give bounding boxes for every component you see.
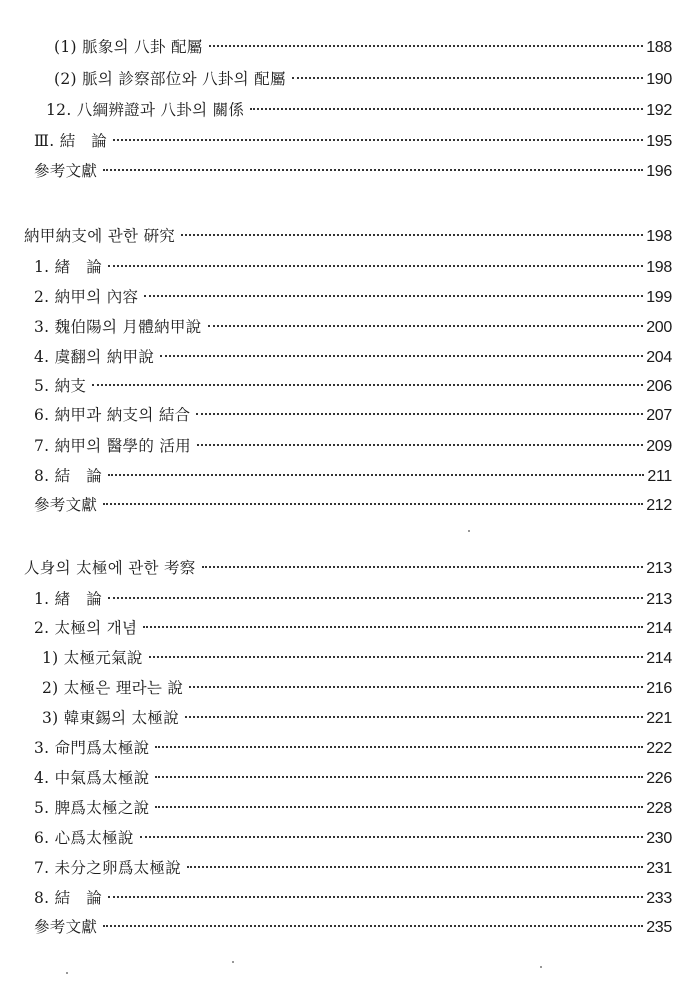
dot-leader: [113, 139, 643, 141]
toc-entry: [34, 435, 672, 457]
toc-entry: [54, 36, 672, 58]
toc-section-heading: [24, 557, 672, 579]
toc-entry-title: 1. 緖 論: [34, 258, 103, 276]
toc-entry-page: 207: [646, 407, 672, 424]
dot-leader: [103, 925, 643, 927]
scan-speck: [468, 530, 470, 532]
toc-entry-page: 228: [646, 800, 672, 817]
dot-leader: [187, 866, 643, 868]
toc-entry: [34, 916, 672, 938]
toc-entry-page: 213: [646, 591, 672, 608]
dot-leader: [202, 566, 644, 568]
toc-entry-page: 212: [646, 497, 672, 514]
toc-entry-title: 4. 中氣爲太極說: [34, 769, 150, 787]
toc-entry-title: 5. 脾爲太極之說: [34, 799, 150, 817]
toc-entry-title: 7. 未分之卵爲太極說: [34, 859, 182, 877]
dot-leader: [155, 746, 643, 748]
toc-entry-page: 214: [646, 650, 672, 667]
toc-entry: [34, 346, 672, 368]
scan-speck: [540, 966, 542, 968]
scan-speck: [232, 961, 234, 963]
toc-entry-page: 211: [647, 468, 672, 485]
toc-section-heading: [24, 225, 672, 247]
toc-entry: [34, 857, 672, 879]
toc-entry-title: 參考文獻: [34, 918, 98, 936]
toc-entry-title: 3. 命門爲太極說: [34, 739, 150, 757]
dot-leader: [208, 325, 644, 327]
dot-leader: [197, 444, 643, 446]
toc-entry: [34, 617, 672, 639]
toc-entry-page: 216: [646, 680, 672, 697]
dot-leader: [108, 265, 643, 267]
toc-entry-title: 7. 納甲의 醫學的 活用: [34, 437, 191, 455]
dot-leader: [155, 806, 643, 808]
toc-entry-page: 199: [646, 289, 672, 306]
toc-entry: [34, 767, 672, 789]
toc-entry-title: 2. 納甲의 內容: [34, 288, 139, 306]
toc-entry-title: 參考文獻: [34, 162, 98, 180]
toc-entry-page: 235: [646, 919, 672, 936]
toc-entry-title: 2) 太極은 理라는 說: [42, 679, 184, 697]
toc-entry: [34, 286, 672, 308]
toc-entry-page: 196: [646, 163, 672, 180]
toc-entry-title: 1. 緖 論: [34, 590, 103, 608]
dot-leader: [103, 169, 643, 171]
toc-entry-title: 5. 納支: [34, 377, 87, 395]
toc-entry-page: 213: [646, 560, 672, 577]
toc-entry: [34, 737, 672, 759]
toc-entry-title: 1) 太極元氣說: [42, 649, 143, 667]
toc-entry: [42, 677, 672, 699]
toc-entry: [34, 316, 672, 338]
dot-leader: [181, 234, 643, 236]
toc-entry: [34, 130, 672, 152]
dot-leader: [155, 776, 643, 778]
dot-leader: [196, 413, 643, 415]
toc-entry-title: 3) 韓東錫의 太極說: [42, 709, 180, 727]
toc-entry-page: 226: [646, 770, 672, 787]
toc-entry-page: 190: [646, 71, 672, 88]
toc-entry: [54, 68, 672, 90]
toc-entry-page: 214: [646, 620, 672, 637]
toc-entry: [34, 827, 672, 849]
toc-entry-page: 233: [646, 890, 672, 907]
toc-entry: [34, 465, 672, 487]
toc-entry-page: 195: [646, 133, 672, 150]
dot-leader: [108, 896, 643, 898]
dot-leader: [189, 686, 643, 688]
toc-entry-page: 209: [646, 438, 672, 455]
toc-entry-title: 人身의 太極에 관한 考察: [24, 559, 196, 577]
toc-entry-page: 222: [646, 740, 672, 757]
toc-entry: [34, 887, 672, 909]
dot-leader: [185, 716, 643, 718]
dot-leader: [92, 384, 643, 386]
toc-entry-page: 192: [646, 102, 672, 119]
toc-entry-title: 6. 納甲과 納支의 結合: [34, 406, 191, 424]
toc-entry-title: Ⅲ. 結 論: [34, 132, 108, 150]
toc-entry-title: 12. 八綱辨證과 八卦의 關係: [46, 101, 245, 119]
toc-entry: [34, 404, 672, 426]
toc-entry-page: 206: [646, 378, 672, 395]
toc-entry-title: 8. 結 論: [34, 467, 103, 485]
dot-leader: [140, 836, 644, 838]
toc-entry-title: (2) 脈의 診察部位와 八卦의 配屬: [54, 70, 286, 88]
toc-entry: [46, 99, 672, 121]
toc-entry: [34, 588, 672, 610]
toc-entry-title: 8. 結 論: [34, 889, 103, 907]
toc-entry-page: 198: [646, 228, 672, 245]
toc-entry-title: 6. 心爲太極說: [34, 829, 134, 847]
dot-leader: [108, 597, 643, 599]
toc-entry: [34, 160, 672, 182]
toc-entry-page: 188: [646, 39, 672, 56]
toc-entry-title: 納甲納支에 관한 硏究: [24, 227, 176, 245]
dot-leader: [108, 474, 644, 476]
dot-leader: [160, 355, 643, 357]
toc-entry: [34, 375, 672, 397]
toc-entry-page: 231: [646, 860, 672, 877]
toc-entry: [34, 494, 672, 516]
dot-leader: [143, 626, 643, 628]
toc-entry-page: 230: [646, 830, 672, 847]
dot-leader: [292, 77, 643, 79]
toc-entry: [42, 647, 672, 669]
toc-entry-title: (1) 脈象의 八卦 配屬: [54, 38, 203, 56]
dot-leader: [250, 108, 643, 110]
toc-entry-page: 198: [646, 259, 672, 276]
dot-leader: [149, 656, 643, 658]
toc-entry-page: 200: [646, 319, 672, 336]
toc-entry-title: 3. 魏伯陽의 月體納甲說: [34, 318, 202, 336]
dot-leader: [209, 45, 644, 47]
dot-leader: [144, 295, 643, 297]
toc-entry-page: 221: [646, 710, 672, 727]
toc-entry-title: 2. 太極의 개념: [34, 619, 138, 637]
toc-entry: [42, 707, 672, 729]
scan-speck: [66, 972, 68, 974]
toc-entry-page: 204: [646, 349, 672, 366]
toc-entry: [34, 797, 672, 819]
toc-entry-title: 4. 虞翻의 納甲說: [34, 348, 155, 366]
toc-entry-title: 參考文獻: [34, 496, 98, 514]
dot-leader: [103, 503, 643, 505]
toc-entry: [34, 256, 672, 278]
